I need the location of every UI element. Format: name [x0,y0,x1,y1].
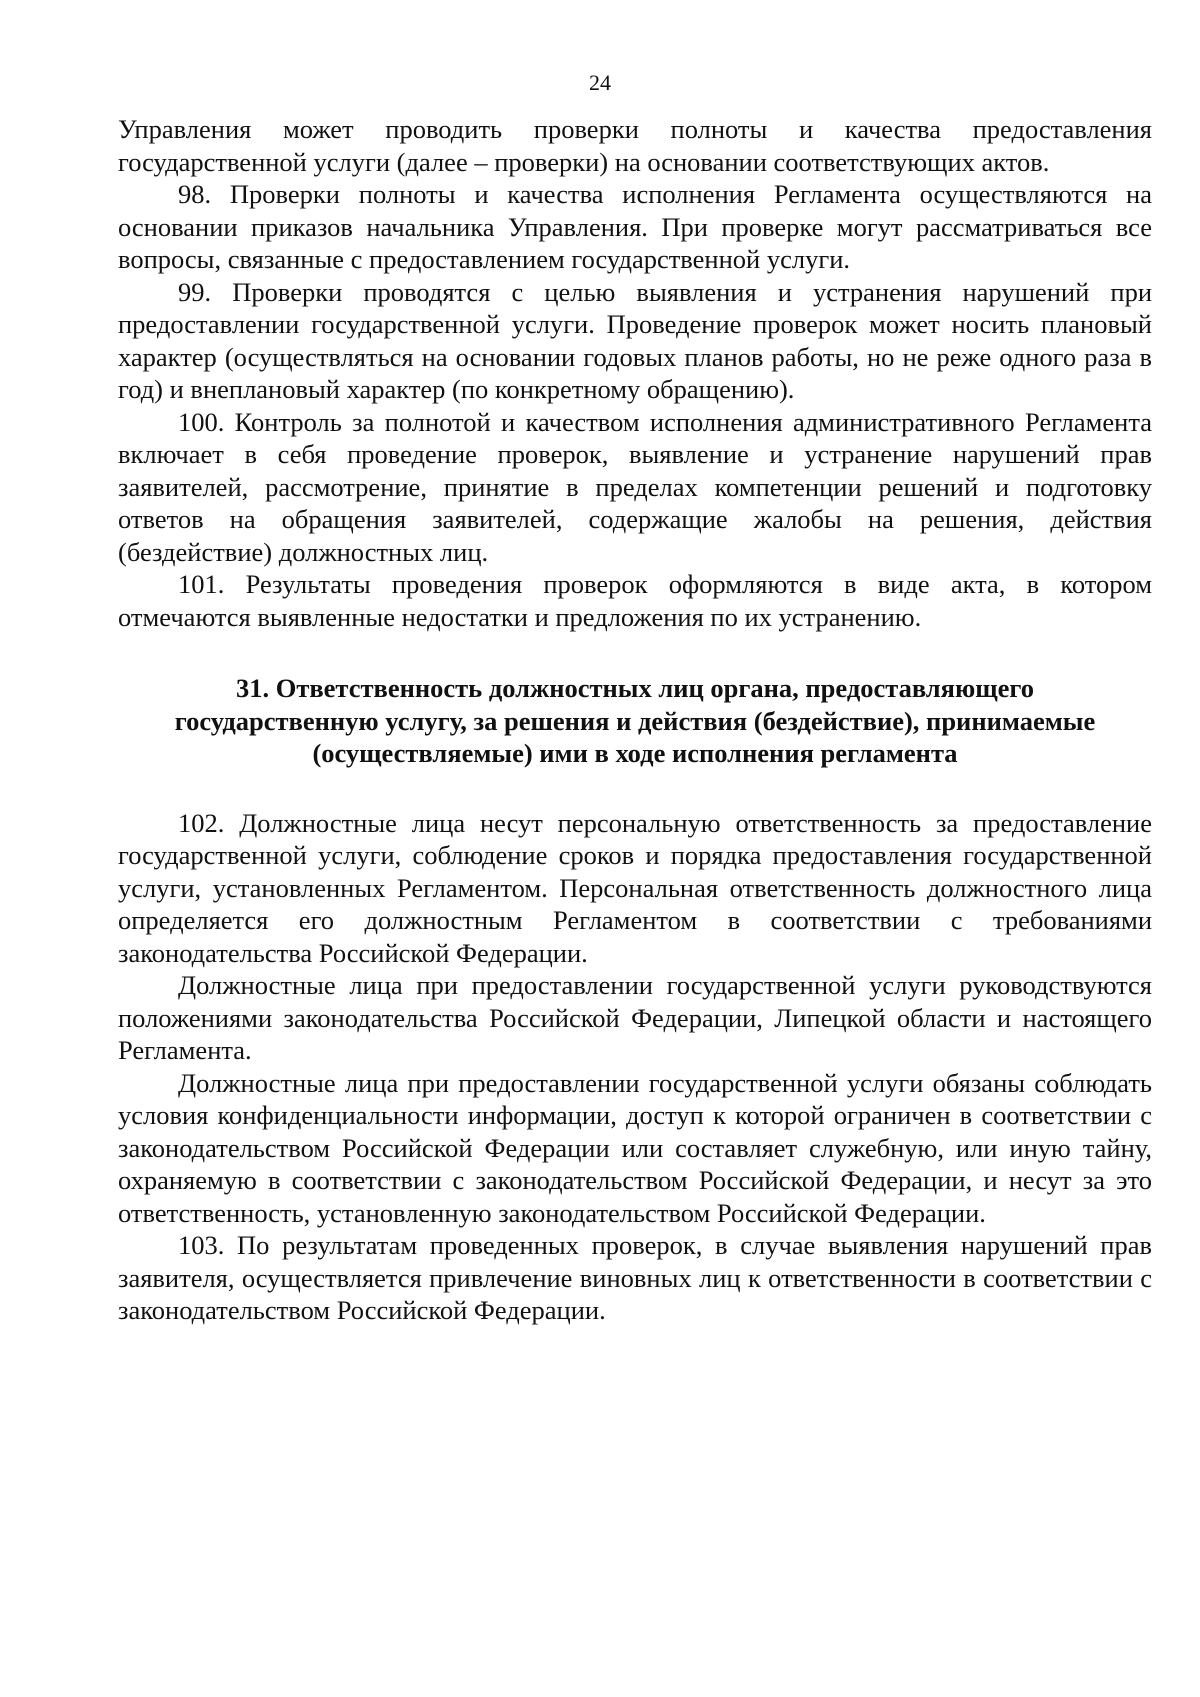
paragraph-continuation: Управления может проводить проверки полноты и качества предоставления государственной услуги (далее – проверки) на основании соответствующих актов. [118,114,1152,177]
paragraph-101: 101. Результаты проведения проверок оформляются в виде акта, в котором отмечаются выявленные недостатки и предложения по их устранению. [118,569,1152,632]
document-body [118,113,1152,1327]
paragraph-100: 100. Контроль за полнотой и качеством исполнения административного Регламента включает в себя проведение проверок, выявление и устранение нарушений прав заявителей, рассмотрение, принятие в пределах компетенции решений и подготовку ответов на обращения заявителей, содержащие жалобы на решения, действия (бездействие) должностных лиц. [118,406,1152,567]
page-number: 24 [589,70,611,95]
paragraph-98: 98. Проверки полноты и качества исполнения Регламента осуществляются на основании приказов начальника Управления. При проверке могут рассматриваться все вопросы, связанные с предоставлением государственной услуги. [118,179,1152,274]
paragraph-102-guidance: Должностные лица при предоставлении государственной услуги руководствуются положениями законодательства Российской Федерации, Липецкой области и настоящего Регламента. [118,970,1152,1065]
paragraph-103: 103. По результатам проведенных проверок, в случае выявления нарушений прав заявителя, осуществляется привлечение виновных лиц к ответственности в соответствии с законодательством Российской Федерации. [118,1230,1152,1325]
section-heading-line-2: государственную услугу, за решения и действия (бездействие), принимаемые [174,705,1096,736]
section-heading-line-3: (осуществляемые) ими в ходе исполнения регламента [312,738,958,768]
paragraph-99: 99. Проверки проводятся с целью выявления и устранения нарушений при предоставлении государственной услуги. Проведение проверок может носить плановый характер (осуществляться на основании годовых планов работы, но не реже одного раза в год) и внеплановый характер (по конкретному обращению). [118,276,1152,404]
paragraph-102: 102. Должностные лица несут персональную ответственность за предоставление государственной услуги, соблюдение сроков и порядка предоставления государственной услуги, установленных Регламентом. Персональная ответственность должностного лица определяется его должностным Регламентом в соответствии с требованиями законодательства Российской Федерации. [118,807,1152,968]
paragraph-102-confidentiality: Должностные лица при предоставлении государственной услуги обязаны соблюдать условия конфиденциальности информации, доступ к которой ограничен в соответствии с законодательством Российской Федерации или составляет служебную, или иную тайну, охраняемую в соответствии с законодательством Российской Федерации, и несут за это ответственность, установленную законодательством Российской Федерации. [118,1067,1152,1228]
section-heading-line-1: 31. Ответственность должностных лиц органа, предоставляющего [235,673,1035,703]
section-31-heading [118,672,1152,770]
